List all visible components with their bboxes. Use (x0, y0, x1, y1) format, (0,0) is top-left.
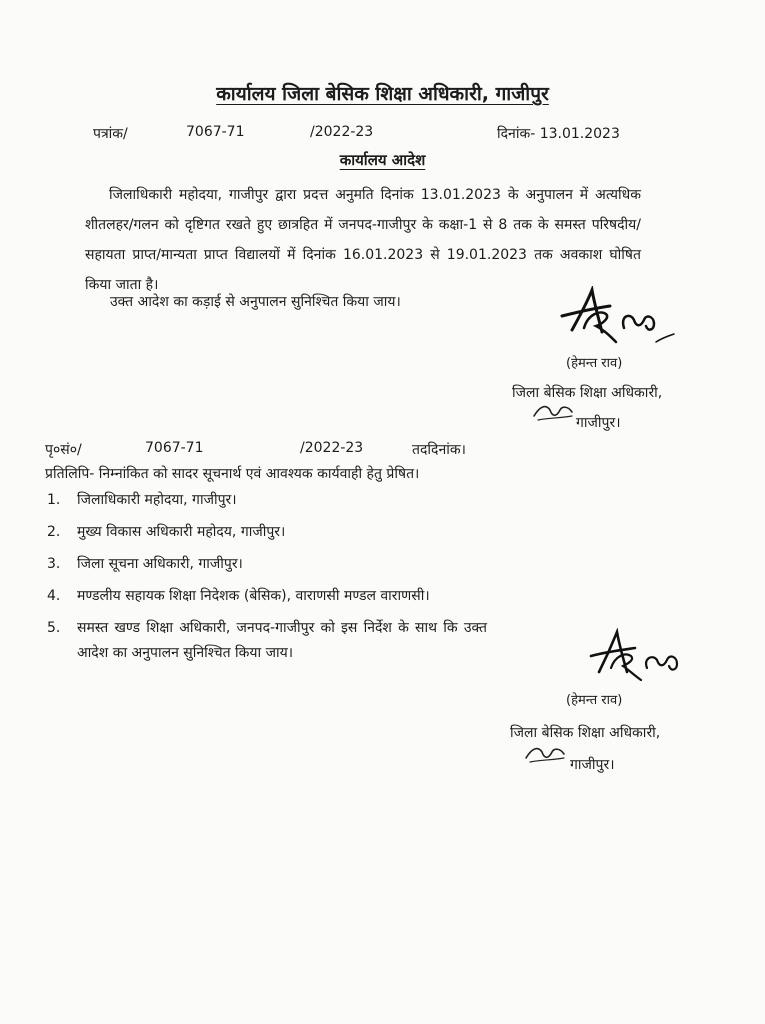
signature-1-designation: जिला बेसिक शिक्षा अधिकारी, (512, 385, 663, 401)
signature-1-name: (हेमन्त राव) (566, 356, 623, 371)
order-date: दिनांक- 13.01.2023 (497, 126, 620, 142)
reference-date: तददिनांक। (412, 442, 466, 458)
signature-1-place: गाजीपुर। (576, 415, 621, 431)
copy-intro: प्रतिलिपि- निम्नांकित को सादर सूचनार्थ एवं आवश्यक कार्यवाही हेतु प्रेषित। (45, 466, 420, 482)
signature-2-name: (हेमन्त राव) (566, 693, 623, 708)
recipient-list (47, 488, 487, 673)
list-item-number: 4. (47, 588, 61, 604)
list-item-number: 5. (47, 620, 61, 636)
office-title: कार्यालय जिला बेसिक शिक्षा अधिकारी, गाजीपुर (216, 83, 549, 105)
signature-2-designation: जिला बेसिक शिक्षा अधिकारी, (510, 725, 661, 741)
list-item (47, 488, 487, 513)
list-item (47, 552, 487, 577)
reference-number: 7067-71 (145, 440, 204, 456)
signature-1 (556, 286, 676, 346)
list-item-number: 2. (47, 524, 61, 540)
list-item-text: जिला सूचना अधिकारी, गाजीपुर। (77, 556, 243, 572)
reference-year: /2022-23 (300, 440, 364, 456)
reference-label: पृ०सं०/ (45, 442, 82, 458)
list-item-number: 1. (47, 492, 61, 508)
patrank-label: पत्रांक/ (93, 126, 128, 142)
list-item-text: मुख्य विकास अधिकारी महोदय, गाजीपुर। (77, 524, 286, 540)
patrank-number: 7067-71 (186, 124, 245, 140)
signature-2-place: गाजीपुर। (570, 757, 615, 773)
signature-2 (585, 628, 695, 684)
list-item-text: समस्त खण्ड शिक्षा अधिकारी, जनपद-गाजीपुर को इस निर्देश के साथ कि उक्त आदेश का अनुपालन सुनिश्चित किया जाय। (77, 620, 487, 661)
list-item-text: जिलाधिकारी महोदया, गाजीपुर। (77, 492, 237, 508)
list-item-number: 3. (47, 556, 61, 572)
list-item (47, 520, 487, 545)
initials-2 (522, 742, 568, 766)
list-item-text: मण्डलीय सहायक शिक्षा निदेशक (बेसिक), वाराणसी मण्डल वाराणसी। (77, 588, 430, 604)
order-title: कार्यालय आदेश (339, 151, 426, 169)
initials-1 (530, 400, 576, 424)
compliance-line: उक्त आदेश का कड़ाई से अनुपालन सुनिश्चित किया जाय। (110, 294, 401, 310)
order-paragraph: जिलाधिकारी महोदया, गाजीपुर द्वारा प्रदत्त अनुमति दिनांक 13.01.2023 के अनुपालन में अत्यधिक शीतलहर/गलन को दृष्टिगत रखते हुए छात्रहित में जनपद-गाजीपुर के कक्षा-1 से 8 तक के समस्त परिषदीय/सहायता प्राप्त/मान्यता प्राप्त विद्यालयों में दिनांक 16.01.2023 से 19.01.2023 तक अवकाश घोषित किया जाता है। (85, 187, 641, 293)
patrank-year: /2022-23 (310, 124, 374, 140)
list-item (47, 584, 487, 609)
list-item (47, 616, 487, 666)
